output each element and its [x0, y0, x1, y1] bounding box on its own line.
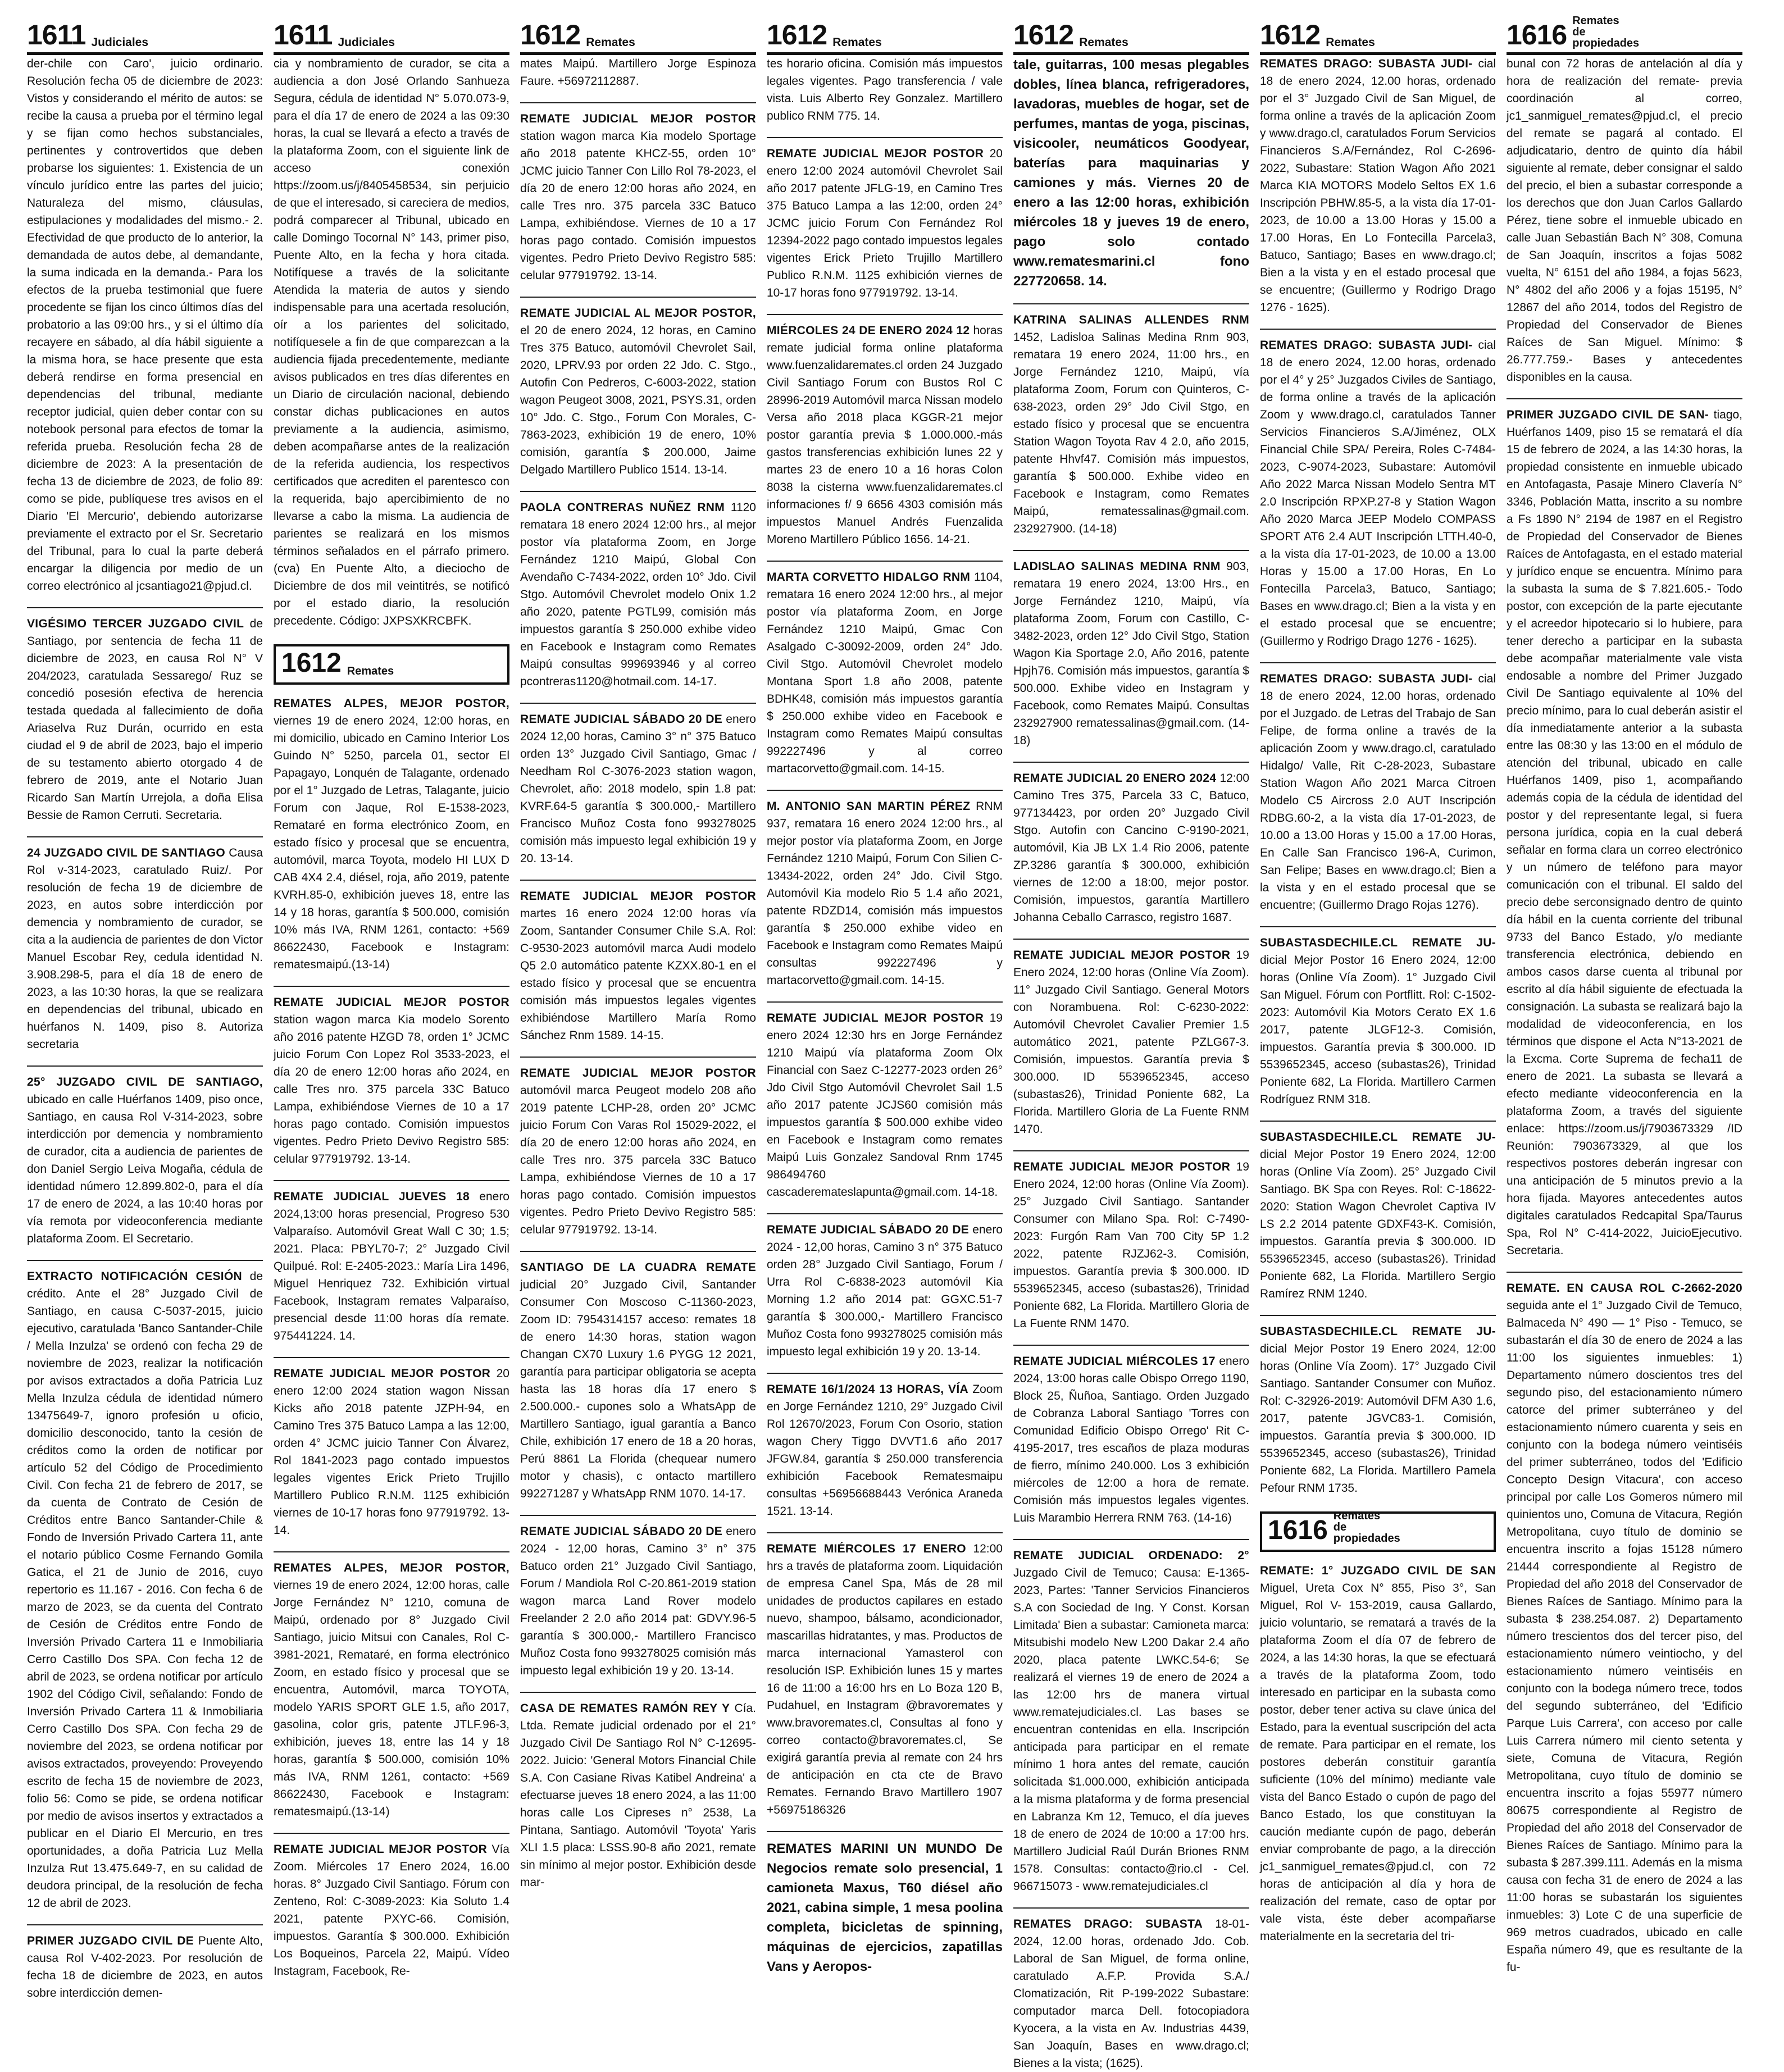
ad-divider — [767, 561, 1003, 562]
ad-title: REMATES DRAGO: SUBASTA JUDI- — [1260, 57, 1473, 70]
ad-body: mates Maipú. Martillero Jorge Espinoza Faure. +56972112887. — [520, 57, 756, 88]
column-header — [274, 20, 509, 55]
section-label: Judiciales — [338, 36, 395, 49]
classified-ad — [520, 887, 756, 1044]
ad-body: 19 Enero 2024, 12:00 horas (Online Vía Zoom). 11° Juzgado Civil Santiago. General Motors con Norambuena. Rol: C-6230-2022: Automóvil Chevrolet Cavalier Premier 1.5 automático 2021, patente PZLG67-3. Comisión, impuestos. Garantía previa $ 300.000. ID 5539652345, acceso (subastas26), Trinidad Poniente 682, La Florida. Martillero Gloria de La Fuente RNM 1470. — [1013, 949, 1249, 1136]
ad-body: viernes 19 de enero 2024, 12:00 horas, en mi domicilio, ubicado en Camino Interior Los Guindo N° 5250, parcela 01, sector El Papagayo, Lonquén de Talagante, ordenado por el 1° Juzgado de Letras, Talagante, juicio Forum con Jaque, Rol E-1538-2023, Remataré en forma electrónico Zoom, en estado físico y procesal que se encuentra, automóvil, marca Toyota, modelo HI LUX D CAB 4X4 2.4, diésel, roja, año 2019, patente KVRH.85-0, exhibición jueves 18, entre las 14 y 18 horas, garantía $ 500.000, comisión 10% más IVA, RNM 1261, contacto: +569 86622430, Facebook e Instagram: rematesmaipú.(13-14) — [274, 714, 509, 971]
ad-body: Puente Alto, causa Rol V-402-2023. Por resolución de fecha 18 de diciembre de 2023, en autos sobre interdicción demen- — [27, 1934, 263, 2000]
ad-divider — [520, 703, 756, 704]
classified-ad — [520, 55, 756, 90]
classified-ad — [27, 1932, 263, 2002]
classified-ad — [767, 1009, 1003, 1201]
ad-title: REMATE JUDICIAL SÁBADO 20 DE — [520, 713, 723, 726]
ad-divider — [1013, 1345, 1249, 1346]
ad-divider — [520, 1692, 756, 1693]
ad-body: martes 16 enero 2024 12:00 horas vía Zoom, Santander Consumer Chile S.A. Rol: C-9530-2023 automóvil marca Audi modelo Q5 2.0 automático patente KZXX.80-1 en el estado físico y procesal que se encuentra comisión más impuestos legales vigentes exhibiéndose Martillero María Romo Sánchez Rnm 1589. 14-15. — [520, 907, 756, 1042]
section-label: Remates — [832, 36, 882, 49]
ad-title: REMATE JUDICIAL MEJOR POSTOR — [520, 112, 756, 125]
section-banner — [1260, 1511, 1496, 1552]
classified-ad — [520, 1064, 756, 1238]
classified-ad — [767, 55, 1003, 125]
classified-ad — [1260, 336, 1496, 650]
ad-divider — [27, 1924, 263, 1925]
section-label: Remates — [347, 665, 394, 677]
ad-body: Zoom en Jorge Fernández 1210, 29° Juzgado Civil Rol 12670/2023, Forum Con Osorio, station wagon Chery Tiggo DVVT1.6 año 2017 JFGW.84, garantía $ 250.000 transferencia exhibición Facebook Rematesmaipu consultas +56956688443 Verónica Araneda 1521. 13-14. — [767, 1383, 1003, 1518]
ad-title: REMATES ALPES, MEJOR POSTOR, — [274, 1561, 509, 1574]
classified-ad — [520, 1700, 756, 1891]
classified-ad — [1013, 311, 1249, 538]
ad-divider — [1013, 550, 1249, 551]
ad-title: SUBASTASDECHILE.CL REMATE JU- — [1260, 1131, 1496, 1144]
ad-divider — [1013, 1539, 1249, 1540]
ad-title: REMATE JUDICIAL MEJOR POSTOR — [520, 890, 756, 903]
ad-title: KATRINA SALINAS ALLENDES RNM — [1013, 313, 1249, 326]
column-header — [27, 20, 263, 55]
column-1 — [27, 19, 263, 2000]
ad-divider — [1260, 662, 1496, 663]
ad-body: cial 18 de enero 2024, 12.00 horas, ordenado por el Juzgado. de Letras del Trabajo de San Felipe, de forma online a través de la aplicación Zoom y www.drago.cl, caratulado Hidalgo/ Valle, Rit C-28-2023, Subastare Station Wagon Año 2021 Marca Citroen Modelo C5 Aircross 2.0 AUT Inscripción RDBG.60-2, a la vista día 17-01-2023, de 10.00 a 13.00 Horas y 15.00 a 17.00 Horas, En Calle San Francisco 196-A, Curimon, San Felipe; Bases en www.drago.cl; Bien a la vista y en el estado procesal que se encuentre; (Guillermo Drago Rojas 1276). — [1260, 672, 1496, 912]
ad-title: MARTA CORVETTO HIDALGO RNM — [767, 571, 971, 584]
ad-body: 12:00 Camino Tres 375, Parcela 33 C, Batuco, 977134423, por orden 20° Juzgado Civil Stgo. Autofin con Cancino C-9190-2021, automóvil, Kia JB LX 1.4 Rio 2006, patente ZP.3286 garantía $ 300.000, exhibición viernes de 12:00 a 18:00, mejor postor. Comisión, impuestos, garantía Martillero Johanna Ceballo Carrasco, registro 1687. — [1013, 772, 1250, 924]
ad-divider — [767, 1213, 1003, 1214]
section-number: 1612 — [1260, 19, 1321, 51]
classified-ad — [1013, 1915, 1249, 2072]
ad-body: dicial Mejor Postor 19 Enero 2024, 12:00 horas (Online Vía Zoom). 17° Juzgado Civil Santiago. Santander Consumer con Muñoz. Rol: C-32926-2019: Automóvil DFM A30 1.6, 2017, patente JGVC83-1. Comisión, impuestos. Garantía previa $ 300.000. ID 5539652345, acceso (subastas26), Trinidad Poniente 682, La Florida. Martillero Pamela Pefour RNM 1735. — [1260, 1342, 1496, 1495]
classified-ad — [767, 322, 1003, 548]
ad-title: REMATE JUDICIAL MEJOR POSTOR — [1013, 1160, 1231, 1173]
ad-title: REMATES DRAGO: SUBASTA JUDI- — [1260, 672, 1473, 685]
ad-divider — [520, 1251, 756, 1252]
classified-ad — [767, 1221, 1003, 1360]
classified-ad — [1507, 55, 1742, 386]
section-label: Remates — [1326, 36, 1375, 49]
ad-title: REMATE JUDICIAL AL MEJOR POSTOR, — [520, 307, 756, 320]
classified-ad — [767, 1540, 1003, 1819]
ad-title: REMATE JUDICIAL SÁBADO 20 DE — [767, 1223, 970, 1236]
ad-divider — [27, 1260, 263, 1261]
ad-title: REMATE JUDICIAL MEJOR POSTOR — [274, 1367, 491, 1380]
ad-body: enero 2024 - 12,00 horas, Camino 3 n° 375 Batuco orden 28° Juzgado Civil Santiago, Forum / Urra Rol C-6838-2023 automóvil Kia Morning 1.2 año 2014 pat: GGXC.51-7 garantía $ 300.000,- Martillero Francisco Muñoz Costa fono 993278025 comisión más impuesto legal exhibición 19 y 20. 13-14. — [767, 1223, 1003, 1358]
ad-divider — [274, 1833, 509, 1834]
ad-title: REMATE 16/1/2024 13 HORAS, VÍA — [767, 1383, 968, 1396]
ad-divider — [520, 1057, 756, 1058]
column-header — [520, 20, 756, 55]
classified-ad — [1260, 1128, 1496, 1303]
ad-body: Juzgado Civil de Temuco; Causa: E-1365-2023, Partes: 'Tanner Servicios Financieros S.A con Sociedad de Ing. Y Const. Korsan Limitada' Bien a subastar: Camioneta marca: Mitsubishi modelo New L200 Dakar 2.4 año 2020, placa patente LWKC.54-6; Se realizará el viernes 19 de enero de 2024 a las 12:00 hrs de manera virtual www.rematejudiciales.cl. Las bases se encuentran contenidas en ella. Inscripción anticipada para participar en el remate mínimo 1 hora antes del remate, caución solicitada $1.000.000, exhibición anticipada a la misma plataforma y de forma presencial en Labranza Km 12, Temuco, el día jueves 18 de enero de 2024 de 10:00 a 17:00 hrs. Martillero Judicial Raúl Durán Briones RNM 1578. Consultas: contacto@rio.cl - Cel. 966715073 - www.rematejudiciales.cl — [1013, 1566, 1249, 1893]
section-banner — [274, 644, 509, 685]
column-5 — [1013, 19, 1250, 2070]
section-number: 1611 — [27, 19, 86, 51]
section-number: 1616 — [1507, 19, 1567, 51]
classified-ad — [274, 1365, 509, 1539]
ad-divider — [767, 314, 1003, 315]
column-6 — [1260, 19, 1496, 1943]
ad-title: SANTIAGO DE LA CUADRA REMATE — [520, 1261, 756, 1274]
ad-title: SUBASTASDECHILE.CL REMATE JU- — [1260, 936, 1496, 949]
ad-body: Miguel, Ureta Cox N° 855, Piso 3°, San Miguel, Rol V- 153-2019, causa Gallardo, juicio voluntario, se rematará a través de la plataforma Zoom el día 07 de febrero de 2024, a las 14:30 horas, la que se efectuará a través de la plataforma Zoom, todo interesado en participar en la subasta como postor, deber tener activa su clave única del Estado, para la eventual suscripción del acta de remate. Para participar en el remate, los postores deberán constituir garantía suficiente (10% del mínimo) mediante vale vista del Banco Estado o cupón de pago del Banco Estado, los que constituyan la caución mediante cupón de pago, deberán enviar comprobante de pago, a la dirección jc1_sanmiguel_remates@pjud.cl, con 72 horas de anticipación al día y hora de realización del remate, caso de optar por vale vista, éste deber acompañarse materialmente en la secretaria del tri- — [1260, 1582, 1496, 1943]
ad-divider — [520, 491, 756, 492]
ad-body: enero 2024 12,00 horas, Camino 3° n° 375 Batuco orden 13° Juzgado Civil Santiago, Gmac / Needham Rol C-3076-2023 station wagon, Chevrolet, año: 2018 modelo, spin 1.8 pat: KVRF.64-5 garantía $ 300.000,- Martillero Francisco Muñoz Costa fono 993278025 comisión más impuesto legal exhibición 19 y 20. 13-14. — [520, 713, 756, 865]
ad-title: REMATE. EN CAUSA ROL C-2662-2020 — [1507, 1282, 1742, 1295]
ad-title: PRIMER JUZGADO CIVIL DE SAN- — [1507, 408, 1709, 421]
classified-ad — [767, 1381, 1003, 1520]
ad-body: tiago, Huérfanos 1409, piso 15 se rematará el día 15 de febrero de 2024, a las 14:30 horas, la propiedad consistente en inmueble ubicado en Antofagasta, Pasaje Minero Clavería N° 3346, Población Matta, inscrito a su nombre a Fs 1890 N° 2194 de 1987 en el Registro de Propiedad del Conservador de Bienes Raíces de Antofagasta, en el estado material y jurídico enque se encuentra. Mínimo para la subasta la suma de $ 7.821.605.- Todo postor, con excepción de la parte ejecutante y el acreedor hipotecario si lo hubiere, para tener derecho a participar en la subasta debe acompañar materialmente vale vista endosable a nombre del Primer Juzgado Civil De Santiago equivalente al 10% del precio mínimo, para lo cual deberán asistir el día inmediatamente anterior a la subasta entre las 08:30 y las 13:00 en el módulo de atención del tribunal, ubicado en calle Huérfanos 1409, piso 1, acompañando además copia de la cédula de identidad del postor y del representante legal, si fuera persona jurídica, copia en la cual deberá señalar en forma clara un correo electrónico y un número de teléfono para mayor comunicación con el tribunal. El saldo del precio debe serconsignado dentro de quinto día hábil en la cuenta corriente del tribunal 9733 del Banco Estado, y/o mediante transferencia electrónica, debiendo en ambos casos darse cuenta al tribunal por escrito al día hábil siguiente de efectuada la consignación. La subasta se realizará bajo la modalidad de videoconferencia, en los términos que dispone el Acta N°13-2021 de la Excma. Corte Suprema de fecha11 de enero de 2021. La subasta se llevará a efecto mediante videoconferencia en la plataforma Zoom, a través del siguiente enlace: https://zoom.us/j/7903673329 /ID Reunión: 7903673329, al que los respectivos postores deberán ingresar con una anticipación de 5 minutos previo a la hora fijada. Mayores antecedentes autos digitales caratulados Redcapital Spa/Taurus Spa, Rol N° C-414-2022, JuicioEjecutivo. Secretaria. — [1507, 408, 1742, 1257]
ad-body: tes horario oficina. Comisión más impuestos legales vigentes. Pago transferencia / vale vista. Luis Alberto Rey Gonzalez. Martillero publico RNM 775. 14. — [767, 57, 1003, 122]
classified-ad — [1260, 934, 1496, 1108]
classified-ad — [1013, 1158, 1249, 1332]
classified-ad — [27, 55, 263, 595]
ad-body: enero 2024, 13:00 horas calle Obispo Orrego 1190, Block 25, Ñuñoa, Santiago. Orden Juzgado de Cobranza Laboral Santiago 'Torres con Comunidad Edificio Obispo Orrego' Rit C-4195-2017, tres escaños de plaza moduras de fierro, mínimo 240.000. Los 3 exhibición miércoles de 12:00 a hora de remate. Comisión más impuestos legales vigentes. Luis Marambio Herrera RNM 763. (14-16) — [1013, 1355, 1249, 1524]
ad-body: bunal con 72 horas de antelación al día y hora de realización del remate- previa coordinación al correo, jc1_sanmiguel_remates@pjud.cl, el precio del remate se pagará al contado. El adjudicatario, dentro de quinto día hábil siguiente al remate, deber consignar el saldo del precio, el bien a subastar corresponde a los derechos que don Juan Carlos Gallardo Pérez, tiene sobre el inmueble ubicado en calle Juan Sebastián Bach N° 308, Comuna de San Joaquín, inscritos a fojas 5082 vuelta, N° 6151 del año 1984, a fojas 5623, N° 4802 del año 2006 y a fojas 15195, N° 12867 del año 2014, todos del Registro de Propiedad del Conservador de Bienes Raíces de San Miguel. Mínimo: $ 26.777.759.- Bases y antecedentes disponibles en la causa. — [1507, 57, 1742, 384]
ad-title: PAOLA CONTRERAS NUÑEZ RNM — [520, 501, 725, 514]
ad-body: 12:00 hrs a través de plataforma zoom. Liquidación de empresa Canel Spa, Más de 28 mil unidades de productos capilares en estado nuevo, shampoo, bálsamo, acondicionador, mascarillas hidratantes, y mas. Productos de marca internacional Yamasterol con resolución ISP. Exhibición lunes 15 y martes 16 de 11:00 a 16:00 hrs en Lo Boza 120 B, Pudahuel, en Instagram @bravoremates y www.bravoremates.cl, Consultas al fono y correo contacto@bravoremates.cl, Se exigirá garantía previa al remate con 24 hrs de anticipación en cta cte de Bravo Remates. Fernando Bravo Martillero 1907 +56975186326 — [767, 1542, 1003, 1816]
classified-ad — [767, 568, 1003, 777]
ad-title: REMATE JUDICIAL MEJOR POSTOR — [767, 1012, 984, 1024]
ad-body: automóvil marca Peugeot modelo 208 año 2019 patente LCHP-28, orden 20° JCMC juicio Forum Con Varas Rol 15029-2022, el día 20 de enero 12:00 horas año 2024, en calle Tres nro. 375 parcela 33C Batuco Lampa, exhibiéndose Viernes de 10 a 17 horas pago contado. Comisión impuestos vigentes. Pedro Prieto Devivo Registro 585: celular 977919792. 13-14. — [520, 1084, 756, 1236]
ad-divider — [1260, 1315, 1496, 1316]
ad-title: REMATE JUDICIAL MEJOR POSTOR — [1013, 949, 1231, 962]
ad-title: REMATE JUDICIAL 20 ENERO 2024 — [1013, 772, 1217, 785]
section-number: 1612 — [281, 648, 342, 678]
ad-title: REMATE MIÉRCOLES 17 ENERO — [767, 1542, 966, 1555]
ad-body: der-chile con Caro', juicio ordinario. Resolución fecha 05 de diciembre de 2023: Vistos y considerando el mérito de autos: se recibe la causa a prueba por el término legal y se fijan como hechos substanciales, pertinentes y controvertidos que deben probarse los siguientes: 1. Existencia de un vínculo jurídico entre las partes del juicio; Naturaleza del mismo, cláusulas, estipulaciones y modalidades del mismo.- 2. Efectividad de que producto de lo anterior, la demandada de autos debe, al demandante, la suma indicada en la demanda.- Para los efectos de la prueba testimonial que fuere procedente se fijan los cinco últimos días del probatorio a las 09:00 hrs., y si el último día recayere en sábado, al día hábil siguiente a la misma hora, se hace presente que esta deberá rendirse en forma presencial en dependencias del tribunal, mediante receptor judicial, quien deber contar con su notebook personal para efectos de tomar la referida prueba. Resolución fecha 28 de diciembre de 2023: A la presentación de fecha 13 de diciembre de 2023, de folio 89: como se pide, publíquese tres avisos en el Diario 'El Mercurio', debiendo autorizarse previamente el extracto por el Sr. Secretario del Tribunal, para lo cual la parte deberá encargar la diligencia por medio de un correo electrónico al jcsantiago21@pjud.cl. — [27, 57, 263, 593]
ad-title: MIÉRCOLES 24 DE ENERO 2024 12 — [767, 324, 970, 337]
classified-ad — [767, 798, 1003, 989]
ad-title: M. ANTONIO SAN MARTIN PÉREZ — [767, 800, 971, 813]
column-header — [1260, 20, 1496, 55]
section-label: Remates — [1079, 36, 1128, 49]
ad-body: 903, rematara 19 enero 2024, 13:00 Hrs., en Jorge Fernández 1210, Maipú, vía plataforma Zoom, Forum con Castillo, C-3482-2023, orden 12° Jdo Civil Stgo, Station Wagon Kia Sportage 2.0, Año 2016, patente Hpjh76. Comisión más impuestos, garantía $ 500.000. Exhibe video en Instagram y Facebook, como Remates Maipú. Consultas 232927900 rematessalinas@gmail.com. (14-18) — [1013, 560, 1249, 747]
ad-divider — [767, 790, 1003, 791]
classified-ad — [27, 844, 263, 1053]
ad-title: SUBASTASDECHILE.CL REMATE JU- — [1260, 1325, 1496, 1338]
classified-ad — [520, 304, 756, 479]
ad-divider — [1013, 762, 1249, 763]
ad-body: seguida ante el 1° Juzgado Civil de Temuco, Balmaceda N° 490 — 1° Piso - Temuco, se subastarán el día 30 de enero de 2024 a las 11:00 los siguientes inmuebles: 1) Departamento número doscientos tres del segundo piso, del estacionamiento número catorce del primer subterráneo y del estacionamiento número cuarenta y seis en conjunto con la bodega número veintiséis del primer subterráneo, todos del 'Edificio Concepto Design Vitacura', con acceso principal por calle Los Gomeros número mil quinientos uno, Comuna de Vitacura, Región Metropolitana, cuyo título de dominio se encuentra inscrito a fojas 15128 número 21444 correspondiente al Registro de Propiedad del año 2018 del Conservador de Bienes Raíces de Santiago. Mínimo para la subasta $ 238.254.087. 2) Departamento número trescientos dos del tercer piso, del estacionamiento número veintiocho, y del estacionamiento número veintiséis en conjunto con la bodega número trece, todos del segundo subterráneo, del 'Edificio Parque Luis Carrera', con acceso por calle Luis Carrera número mil ciento setenta y siete, Comuna de Vitacura, Región Metropolitana, cuyo título de dominio se encuentra inscrito a fojas 55977 número 80675 correspondiente al Registro de Propiedad del año 2018 del Conservador de Bienes Raíces de Santiago. Mínimo para la subasta $ 287.399.111. Además en la misma causa con fecha 31 de enero de 2024 a las 11:00 horas se subastarán los siguientes inmuebles: 3) Lote C de una superficie de 969 metros cuadrados, ubicado en calle España número 49, que es resultante de la fu- — [1507, 1299, 1742, 1974]
ad-title: REMATES DRAGO: SUBASTA — [1013, 1918, 1203, 1930]
ad-title: REMATE JUDICIAL MEJOR POSTOR — [274, 1843, 488, 1856]
ad-divider — [274, 1551, 509, 1552]
classified-ad — [1260, 670, 1496, 914]
ad-body: 19 enero 2024 12:30 hrs en Jorge Fernández 1210 Maipú vía plataforma Zoom Olx Financial con Saez C-12277-2023 orden 26° Jdo Civil Stgo Automóvil Chevrolet Sail 1.5 año 2017 patente JCJS60 comisión más impuestos garantía $ 500.000 exhibe video en Facebook e Instagram como remates Maipú Luis Gonzalez Sandoval Rnm 1745 986494760 cascaderemateslapunta@gmail.com. 14-18. — [767, 1012, 1003, 1199]
classified-ad — [1260, 1323, 1496, 1497]
classified-ad — [1507, 1279, 1742, 1976]
section-number: 1612 — [520, 19, 581, 51]
section-label: Remates de propiedades — [1572, 15, 1640, 49]
ad-body: cial 18 de enero 2024, 12.00 horas, ordenado por el 3° Juzgado Civil de San Miguel, de forma online a través de la aplicación Zoom y www.drago.cl, caratulados Forum Servicios Financieros S.A/Fernández, Rol C-2696-2022, Subastare: Station Wagon Año 2021 Marca KIA MOTORS Modelo Seltos EX 1.6 Inscripción PBHW.85-5, a la vista día 17-01-2023, de 10.00 a 13.00 Horas y 15.00 a 17.00 Horas, En Lo Fontecilla Parcela3, Batuco, Santiago; Bases en www.drago.cl; Bien a la vista y en el estado procesal que se encuentre; (Guillermo y Rodrigo Drago 1276 - 1625). — [1260, 57, 1496, 314]
ad-body: station wagon marca Kia modelo Sorento año 2016 patente HZGD 78, orden 1° JCMC juicio Forum Con Lopez Rol 3533-2023, el día 20 de enero 12:00 horas año 2024, en calle Tres nro. 375 parcela 33C Batuco Lampa, exhibiéndose Viernes de 10 a 17 horas pago contado. Comisión impuestos vigentes. Pedro Prieto Devivo Registro 585: celular 977919792. 13-14. — [274, 1013, 509, 1165]
ad-body: Cía. Ltda. Remate judicial ordenado por el 21° Juzgado Civil De Santiago Rol N° C-12695-2022. Juicio: 'General Motors Financial Chile S.A. Con Casiane Rivas Katibel Andreina' a efectuarse jueves 18 enero 2024, a las 11:00 horas calle Los Cipreses n° 2538, La Pintana, Santiago. Automóvil 'Toyota' Yaris XLI 1.5 placa: LSSS.90-8 año 2021, remate sin mínimo al mejor postor. Exhibición desde mar- — [520, 1702, 756, 1889]
classified-ad — [767, 1839, 1003, 1977]
ad-body: 18-01-2024, 12.00 horas, ordenado Jdo. Cob. Laboral de San Miguel, de forma online, caratulado A.F.P. Provida S.A./ Clomatización, Rit P-199-2022 Subastare: computador marca Dell. fotocopiadora Kyocera, a la vista en Av. Industrias 4439, San Joaquín, Bases en www.drago.cl; Bienes a la vista; (1625). — [1013, 1918, 1249, 2070]
ad-divider — [767, 1373, 1003, 1374]
classified-ad — [274, 1188, 509, 1345]
classified-ad — [520, 110, 756, 284]
ad-body: el 20 de enero 2024, 12 horas, en Camino Tres 375 Batuco, automóvil Chevrolet Sail, 2020, LPRV.93 por orden 22 Jdo. C. Stgo., Autofin Con Pedreros, C-6003-2022, station wagon Peugeot 3008, 2021, PSYS.31, orden 10° Jdo. C. Stgo., Forum Con Morales, C-7863-2023, exhibición 19 de enero, 10% comisión, garantía $ 200.000, Jaime Delgado Martillero Publico 1514. 13-14. — [520, 324, 756, 476]
column-header — [1013, 20, 1249, 55]
classified-ad — [520, 499, 756, 690]
classified-ad — [520, 1523, 756, 1679]
classified-ad — [1013, 1353, 1249, 1527]
top-edge — [0, 0, 1784, 8]
column-header — [767, 20, 1003, 55]
classified-ad — [520, 711, 756, 867]
classified-ad — [274, 1841, 509, 1980]
column-7 — [1507, 15, 1742, 1974]
ad-body: judicial 20° Juzgado Civil, Santander Consumer Con Moscoso C-11360-2023, Zoom ID: 7954314157 acceso: remates 18 de enero 14:30 horas, station wagon Changan CX70 Luxury 1.6 PYGG 12 2021, garantía para participar obligatoria se acepta hasta las 18 horas día 17 enero $ 2.500.000.- cupones solo a WhatsApp de Martillero Santiago, igual garantía a Banco Chile, exhibición 17 enero de 18 a 20 horas, Perú 8861 La Florida (chequear numero motor y chasis), c ontacto martillero 992271287 y WhatsApp RNM 1070. 14-17. — [520, 1278, 756, 1500]
section-label: Remates de propiedades — [1333, 1510, 1400, 1545]
classified-ad — [1013, 946, 1249, 1138]
ad-body: 1104, rematara 16 enero 2024 12:00 hrs., al mejor postor vía plataforma Zoom, en Jorge Fernández 1210 Maipú, Gmac Con Asalgado C-30092-2009, orden 24° Jdo. Civil Stgo. Automóvil Chevrolet modelo Montana Sport 1.8 año 2008, patente BDHK48, comisión más impuestos garantía $ 250.000 exhibe video en Facebook e Instagram como Remates Maipú consultas 992227496 y al correo martacorvetto@gmail.com. 14-15. — [767, 571, 1003, 775]
classified-ad — [274, 55, 509, 630]
ad-body: tale, guitarras, 100 mesas plegables dobles, línea blanca, refrigeradores, lavadoras, muebles de hogar, set de perfumes, mantas de yoga, piscinas, visicooler, neumáticos Goodyear, baterías para maquinarias y camiones y más. Viernes 20 de enero a las 12:00 horas, exhibición miércoles 18 y jueves 19 de enero, pago solo contado www.rematesmarini.cl fono 227720658. 14. — [1013, 57, 1249, 289]
ad-divider — [1013, 303, 1249, 304]
ad-title: REMATES ALPES, MEJOR POSTOR, — [274, 697, 509, 710]
ad-divider — [767, 1001, 1003, 1003]
ad-divider — [767, 1831, 1003, 1832]
classified-ad — [1013, 769, 1249, 926]
classified-ad — [274, 695, 509, 973]
ad-body: dicial Mejor Postor 19 Enero 2024, 12:00 horas (Online Vía Zoom). 25° Juzgado Civil Santiago. BK Spa con Reyes. Rol: C-18622-2020: Station Wagon Chevrolet Captiva IV LS 2.2 2014 patente GDXF43-K. Comisión, impuestos. Garantía previa $ 300.000. ID 5539652345, acceso (subastas26). Trinidad Poniente 682, La Florida. Martillero Sergio Ramírez RNM 1240. — [1260, 1148, 1496, 1300]
section-label: Remates — [586, 36, 635, 49]
section-number: 1612 — [1013, 19, 1074, 51]
ad-body: de crédito. Ante el 28° Juzgado Civil de Santiago, en causa C-5037-2015, juicio ejecutivo, caratulada 'Banco Santander-Chile / Mella Inzulza' se ordenó con fecha 29 de noviembre de 2023, realizar la notificación por avisos extractados a doña Patricia Luz Mella Inzulza cédula de identidad número 13475649-7, ignoro profesión u oficio, domicilio desconocido, tanto la cesión de créditos como la orden de notificar por artículo 52 del Código de Procedimiento Civil. Con fecha 21 de febrero de 2017, se da cuenta de Contrato de Cesión de Créditos entre Banco Santander-Chile & Fondo de Inversión Privado Cartera 11, ante el notario público Cosme Fernando Gomila Gatica, el 21 de Junio de 2016, cuyo repertorio es 11.167 - 2016. Con fecha 6 de marzo de 2023, se da cuenta del Contrato de Cesión de Créditos entre Fondo de Inversión Privado Cartera 11 e Inmobiliaria Cerro Castillo Dos SPA. Con fecha 12 de abril de 2023, se ordena notificar por artículo 1902 del Código Civil, señalando: Fondo de Inversión Privado Cartera 11 & Inmobiliaria Cerro Castillo Dos SPA. Con fecha 29 de noviembre del 2023, se ordena notificar por avisos extractados, proveyendo: Proveyendo escrito de fecha 15 de noviembre de 2023, folio 56: Como se pide, se ordena notificar por medio de avisos insertos y extractados a publicar en el Diario El Mercurio, en tres oportunidades, a doña Patricia Luz Mella Inzulza Rut 13.475.649-7, en su calidad de deudora principal, de la resolución de fecha 12 de abril de 2023. — [27, 1270, 263, 1910]
ad-title: REMATE JUDICIAL JUEVES 18 — [274, 1190, 470, 1203]
column-4 — [767, 19, 1003, 1974]
ad-divider — [1013, 1150, 1249, 1151]
classified-ad — [1507, 406, 1742, 1259]
ad-divider — [767, 137, 1003, 138]
ad-divider — [1260, 1121, 1496, 1122]
ad-body: De Negocios remate solo presencial, 1 camioneta Maxus, T60 diésel año 2021, cabina simple, 1 mesa poolina completa, bicicletas de spinning, máquinas de ejercicios, zapatillas Vans y Aeropos- — [767, 1841, 1003, 1974]
column-3 — [520, 20, 756, 1929]
ad-body: dicial Mejor Postor 16 Enero 2024, 12:00 horas (Online Vía Zoom). 1° Juzgado Civil San Miguel. Fórum con Portflitt. Rol: C-1502-2023: Automóvil Kia Motors Cerato EX 1.6 2017, patente JLGF12-3. Comisión, impuestos. Garantía previa $ 300.000. ID 5539652345, acceso (subastas26), Trinidad Poniente 682, La Florida. Martillero Carmen Rodríguez RNM 318. — [1260, 954, 1496, 1106]
classified-ad — [27, 1073, 263, 1247]
classified-ad — [520, 1259, 756, 1502]
ad-divider — [520, 880, 756, 881]
classified-ad — [27, 1268, 263, 1912]
classified-ad — [1260, 55, 1496, 316]
ad-title: REMATE JUDICIAL MIÉRCOLES 17 — [1013, 1355, 1216, 1368]
ad-body: 1452, Ladisloa Salinas Medina Rnm 903, rematara 19 enero 2024, 11:00 hrs., en Jorge Fernández 1210, Maipú, vía plataforma Zoom, Forum con Quinteros, C-638-2023, orden 29° Jdo Civil Stgo, en estado físico y procesal que se encuentra Station Wagon Toyota Rav 4 2.0, año 2015, patente Hhvf47. Comisión más impuestos, garantía $ 500.000. Exhibe video en Facebook e Instagram, como Remates Maipú, rematessalinas@gmail.com. 232927900. (14-18) — [1013, 331, 1249, 535]
ad-title: 24 JUZGADO CIVIL DE SANTIAGO — [27, 846, 225, 859]
ad-body: 1120 rematara 18 enero 2024 12:00 hrs., al mejor postor vía plataforma Zoom, en Jorge Fernández 1210 Maipú, Global Con Avendaño C-7434-2022, orden 10° Jdo. Civil Stgo. Automóvil Chevrolet modelo Onix 1.2 año 2020, patente PGTL99, comisión más impuestos garantía $ 250.000 exhibe video en Facebook e Instagram como Remates Maipú consultas 999693946 y al correo pcontreras1120@hotmail.com. 14-17. — [520, 501, 756, 688]
ad-title: PRIMER JUZGADO CIVIL DE — [27, 1934, 194, 1947]
ad-body: RNM 937, rematara 16 enero 2024 12:00 hrs., al mejor postor vía plataforma Zoom, en Jorge Fernández 1210 Maipú, Forum Con Silien C-13434-2022, orden 24° Jdo. Civil Stgo. Automóvil Kia modelo Rio 5 1.4 año 2021, patente RDZD14, comisión más impuestos garantía $ 250.000 exhibe video en Facebook e Instagram como Remates Maipú consultas 992227496 y martacorvetto@gmail.com. 14-15. — [767, 800, 1003, 987]
ad-title: REMATE JUDICIAL MEJOR POSTOR — [274, 996, 509, 1009]
ad-divider — [27, 836, 263, 837]
ad-divider — [520, 297, 756, 298]
ad-body: ubicado en calle Huérfanos 1409, piso once, Santiago, en causa Rol V-314-2023, sobre interdicción por demencia y nombramiento de curador, cita a audiencia de parientes de don Daniel Sergio Leiva Mogaña, cédula de identidad número 12.899.802-0, para el día 17 de enero de 2024, a las 10:40 horas por vía remota por videoconferencia mediante plataforma Zoom. El Secretario. — [27, 1093, 263, 1245]
ad-divider — [274, 986, 509, 987]
ad-divider — [1260, 329, 1496, 330]
section-number: 1611 — [274, 19, 333, 51]
ad-title: 25° JUZGADO CIVIL DE SANTIAGO, — [27, 1076, 263, 1089]
ad-title: CASA DE REMATES RAMÓN REY Y — [520, 1702, 730, 1715]
ad-title: REMATE JUDICIAL MEJOR POSTOR — [520, 1067, 756, 1080]
classified-ad — [274, 1559, 509, 1820]
ad-divider — [520, 102, 756, 103]
classified-ad — [1013, 558, 1249, 749]
section-label: Judiciales — [91, 36, 149, 49]
ad-divider — [274, 1357, 509, 1358]
ad-title: REMATE: 1° JUZGADO CIVIL DE SAN — [1260, 1564, 1496, 1577]
classified-ad — [1013, 55, 1249, 291]
ad-body: cia y nombramiento de curador, se cita a audiencia a don José Orlando Sanhueza Segura, cédula de identidad N° 5.070.073-9, para el día 17 de enero de 2024 a las 09:30 horas, la cual se llevará a efecto a través de la plataforma Zoom, con el siguiente link de acceso conexión https://zoom.us/j/8405458534, sin perjuicio de que el interesado, si careciera de medios, podrá comparecer al Tribunal, ubicado en calle Domingo Tocornal N° 143, primer piso, Puente Alto, en la fecha y hora citada. Notifíquese a través de la solicitante Atendida la materia de autos y siendo indispensable para una acertada resolución, oír a los parientes del solicitado, notifíquesele a fin de que comparezcan a la audiencia fijada precedentemente, mediante avisos publicados en tres días diferentes en un Diario de circulación nacional, debiendo constar dichas publicaciones en autos previamente a la audiencia, asimismo, deben acompañarse antes de la realización de la referida audiencia, los respectivos certificados que acrediten el parentesco con la requerida, bajo apercibimiento de no llevarse a cabo la misma. La audiencia de parientes se realizará en los mismos términos señalados en el párrafo primero. (cva) En Puente Alto, a dieciocho de Diciembre de dos mil veintitrés, se notificó por el estado diario, la resolución precedente. Código: JXPSXKRCBFK. — [274, 57, 509, 627]
column-header — [1507, 15, 1742, 55]
ad-title: VIGÉSIMO TERCER JUZGADO CIVIL — [27, 617, 244, 630]
classified-ad — [767, 145, 1003, 302]
ad-divider — [1507, 398, 1742, 399]
ad-divider — [1507, 1272, 1742, 1273]
ad-title: EXTRACTO NOTIFICACIÓN CESIÓN — [27, 1270, 242, 1283]
section-number: 1612 — [767, 19, 827, 51]
classified-ad — [274, 994, 509, 1168]
ad-divider — [27, 1065, 263, 1067]
ad-title: REMATE JUDICIAL SÁBADO 20 DE — [520, 1525, 723, 1538]
ad-divider — [27, 607, 263, 608]
ad-body: 20 enero 12:00 2024 automóvil Chevrolet Sail año 2017 patente JFLG-19, en Camino Tres 375 Batuco Lampa a las 12:00, orden 24° JCMC juicio Forum Con Fernández Rol 12394-2022 pago contado impuestos legales vigentes Erick Prieto Trujillo Martillero Publico R.N.M. 1125 exhibición viernes de 10-17 horas fono 977919792. 13-14. — [767, 147, 1003, 299]
ad-body: 20 enero 12:00 2024 station wagon Nissan Kicks año 2018 patente JZPH-94, en Camino Tres 375 Batuco Lampa a las 12:00, orden 4° JCMC juicio Tanner Con Álvarez, Rol 1841-2023 pago contado impuestos legales vigentes Erick Prieto Trujillo Martillero Publico R.N.M. 1125 exhibición viernes de 10-17 horas fono 977919792. 13-14. — [274, 1367, 509, 1537]
classified-ad — [27, 615, 263, 824]
classified-ad — [1013, 1547, 1249, 1895]
ad-body: Vía Zoom. Miércoles 17 Enero 2024, 16.00 horas. 8° Juzgado Civil Santiago. Fórum con Zenteno, Rol: C-3089-2023: Kia Soluto 1.4 2021, patente PXYC-66. Comisión, impuestos. Garantía $ 300.000. Exhibición Los Boqueinos, Parcela 22, Maipú. Vídeo Instagram, Facebook, Re- — [274, 1843, 509, 1978]
ad-body: Causa Rol v-314-2023, caratulado Ruiz/. Por resolución de fecha 19 de diciembre de 2023, en autos sobre interdicción por demencia y nombramiento de curador, se cita a la audiencia de parientes de don Victor Manuel Escobar Rey, cedula identidad N. 3.908.298-5, para el día 18 de enero de 2023, a las 10:30 horas, la que se realizara en dependencias del tribunal, ubicado en huérfanos N. 1409, piso 8. Autoriza secretaria — [27, 846, 263, 1051]
ad-divider — [767, 1532, 1003, 1533]
ad-divider — [520, 1515, 756, 1516]
ad-title: LADISLAO SALINAS MEDINA RNM — [1013, 560, 1221, 573]
ad-title: REMATE JUDICIAL MEJOR POSTOR — [767, 147, 984, 160]
ad-title: REMATE JUDICIAL ORDENADO: 2° — [1013, 1549, 1249, 1562]
classified-ad — [1260, 1562, 1496, 1945]
ad-divider — [1013, 939, 1249, 940]
ad-body: enero 2024 - 12,00 horas, Camino 3° n° 375 Batuco orden 21° Juzgado Civil Santiago, Forum / Mandiola Rol C-20.861-2019 station wagon marca Land Rover modelo Freelander 2 2.0 año 2014 pat: GDVY.96-5 garantía $ 300.000,- Martillero Francisco Muñoz Costa fono 993278025 comisión más impuesto legal exhibición 19 y 20. 13-14. — [520, 1525, 756, 1677]
ad-divider — [1260, 926, 1496, 927]
ad-body: 19 Enero 2024, 12:00 horas (Online Vía Zoom). 25° Juzgado Civil Santiago. Santander Consumer con Milano Spa. Rol: C-7490-2023: Furgón Ram Van 700 City 5P 1.2 2022, patente RJZJ62-3. Comisión, impuestos. Garantía previa $ 300.000. ID 5539652345, acceso (subastas26), Trinidad Poniente 682, La Florida. Martillero Gloria de La Fuente RNM 1470. — [1013, 1160, 1249, 1330]
ad-body: station wagon marca Kia modelo Sportage año 2018 patente KHCZ-55, orden 10° JCMC juicio Tanner Con Lillo Rol 78-2023, el día 20 de enero 12:00 horas año 2024, en calle Tres nro. 375 parcela 33C Batuco Lampa, exhibiéndose. Viernes de 10 a 17 horas pago contado. Comisión impuestos vigentes. Pedro Prieto Devivo Registro 585: celular 977919792. 13-14. — [520, 130, 756, 282]
ad-body: enero 2024,13:00 horas presencial, Progreso 530 Valparaíso. Automóvil Great Wall C 30; 1.5; 2021. Placa: PBYL70-7; 2° Juzgado Civil Quilpué. Rol: E-2405-2023.: María Lira 1496, Miguel Henriquez 732. Exhibición virtual Facebook, Instagram remates Valparaíso, presencial desde 11:00 horas día remate. 975441224. 14. — [274, 1190, 509, 1342]
ad-title: REMATES DRAGO: SUBASTA JUDI- — [1260, 339, 1473, 352]
ad-body: horas remate judicial forma online plataforma www.fuenzalidaremates.cl orden 24 Juzgado Civil Santiago Forum con Bustos Rol C 28996-2019 Automóvil marca Nissan modelo Versa año 2018 placa KGGR-21 mejor postor garantía previa $ 1.000.000.-más gastos transferencias exhibición lunes 22 y martes 23 de enero 10 a 16 horas Colon 8038 la cisterna www.fuenzalidaremates.cl informaciones f/ 9 6656 4303 comisión más impuestos Manuel Andrés Fuenzalida Moreno Martillero Público 1656. 14-21. — [767, 324, 1003, 546]
ad-body: viernes 19 de enero 2024, 12:00 horas, calle Jorge Fernández N° 1210, comuna de Maipú, ordenado por 8° Juzgado Civil Santiago, juicio Mitsui con Canales, Rol C-3981-2021, Remataré, en forma electrónico Zoom, en estado físico y procesal que se encuentra, Automóvil, marca TOYOTA, modelo YARIS SPORT GLE 1.5, año 2017, gasolina, color gris, patente JTLF.96-3, exhibición, jueves 18, entre las 14 y 18 horas, garantía $ 500.000, comisión 10% más IVA, RNM 1261, contacto: +569 86622430, Facebook e Instagram: rematesmaipú.(13-14) — [274, 1579, 509, 1818]
column-2 — [274, 19, 509, 1978]
ad-divider — [1013, 1907, 1249, 1909]
ad-body: de Santiago, por sentencia de fecha 11 de diciembre de 2023, en causa Rol N° V 204/2023, caratulada Sessarego/ Ruz se concedió posesión efectiva de herencia testada quedada al fallecimiento de doña Ariaselva Ruz Durán, ocurrido en esta ciudad el 9 de abril de 2023, bajo el imperio de su testamento abierto otorgado 4 de febrero de 2019, ante el Notario Juan Ricardo San Martín Urrejola, a doña Elisa Bessie de Ramon Cerruti. Secretaria. — [27, 617, 263, 822]
ad-title: REMATES MARINI UN MUNDO — [767, 1841, 977, 1856]
ad-body: cial 18 de enero 2024, 12.00 horas, ordenado por el 4° y 25° Juzgados Civiles de Santiago, de forma online a través de la aplicación Zoom y www.drago.cl, caratulados Tanner Servicios Financieros S.A/Jiménez, OLX Financial Chile SPA/ Pereira, Roles C-7484-2023, C-9074-2023, Subastare: Automóvil Año 2022 Marca Nissan Modelo Sentra MT 2.0 Inscripción RPXP.27-8 y Station Wagon Año 2020 Marca JEEP Modelo COMPASS SPORT AT6 2.4 AUT Inscripción LTTH.40-0, a la vista día 17-01-2023, de 10.00 a 13.00 Horas y 15.00 a 17.00 Horas, En Lo Fontecilla Parcela3, Batuco, Santiago; Bases en www.drago.cl; Bien a la vista y en el estado procesal que se encuentre; (Guillermo y Rodrigo Drago 1276 - 1625). — [1260, 339, 1496, 648]
ad-divider — [274, 1180, 509, 1181]
section-number: 1616 — [1268, 1515, 1328, 1545]
